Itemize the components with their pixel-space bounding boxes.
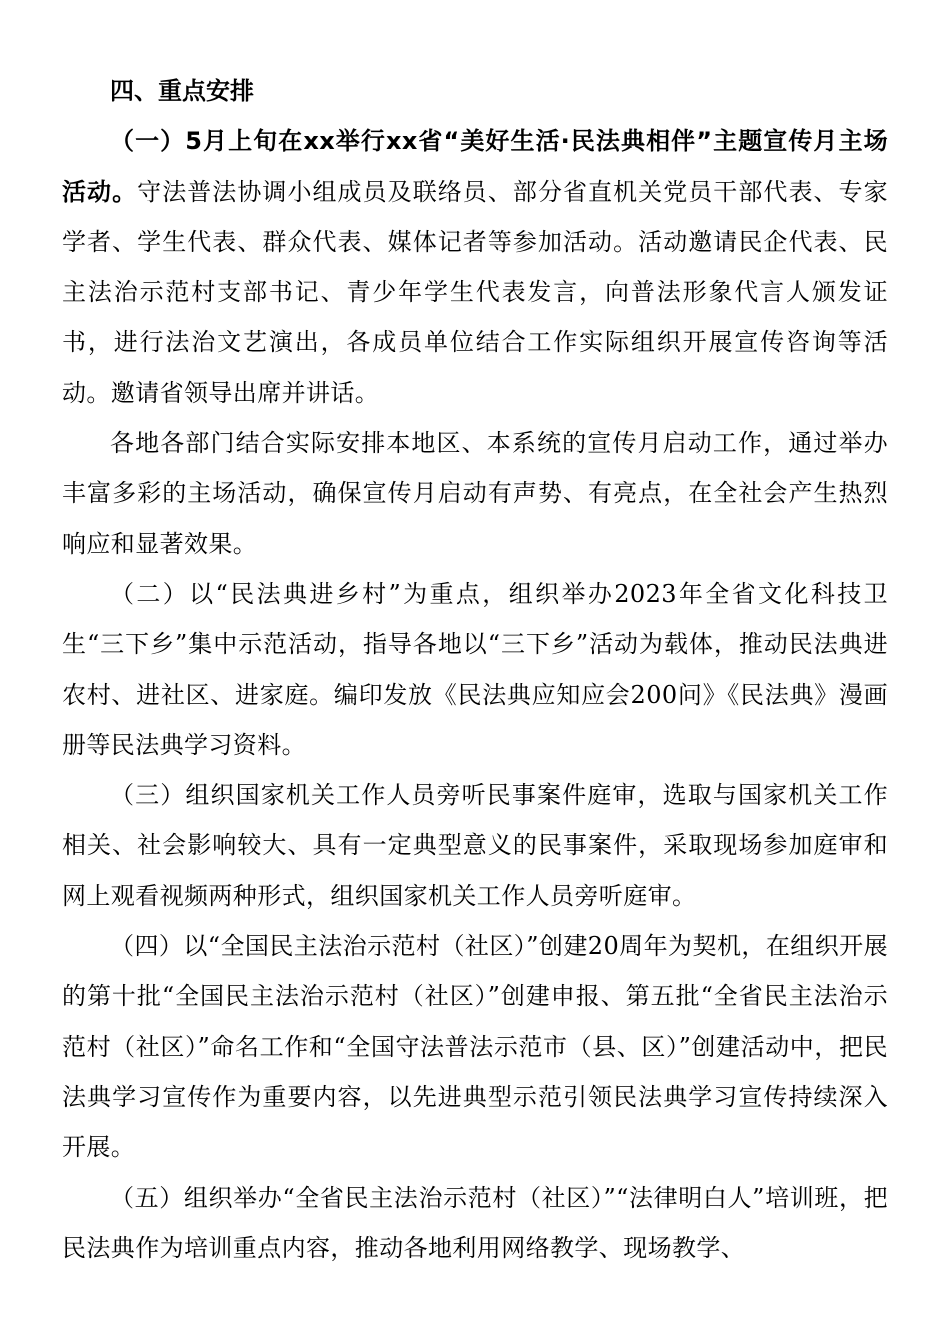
section-heading: 四、重点安排 — [110, 77, 254, 105]
paragraph-3: （二）以“民法典进乡村”为重点，组织举办2023年全省文化科技卫生“三下乡”集中示范活动，指导各地以“三下乡”活动为载体，推动民法典进农村、进社区、进家庭。编印发放《民法典应知应会200问》《民法典》漫画册等民法典学习资料。 — [62, 579, 888, 759]
paragraph-2: 各地各部门结合实际安排本地区、本系统的宣传月启动工作，通过举办丰富多彩的主场活动，确保宣传月启动有声势、有亮点，在全社会产生热烈响应和显著效果。 — [62, 429, 888, 558]
paragraph-1-bold-lead: （一）5月上旬在xx举行xx省“美好生活·民法典相伴”主题宣传月主场活动。 — [62, 127, 888, 206]
paragraph-5: （四）以“全国民主法治示范村（社区）”创建20周年为契机，在组织开展的第十批“全国民主法治示范村（社区）”创建申报、第五批“全省民主法治示范村（社区）”命名工作和“全国守法普法示范市（县、区）”创建活动中，把民法典学习宣传作为重要内容，以先进典型示范引领民法典学习宣传持续深入开展。 — [62, 932, 888, 1162]
paragraph-6: （五）组织举办“全省民主法治示范村（社区）”“法律明白人”培训班，把民法典作为培训重点内容，推动各地利用网络教学、现场教学、 — [62, 1183, 888, 1262]
paragraph-4: （三）组织国家机关工作人员旁听民事案件庭审，选取与国家机关工作相关、社会影响较大、具有一定典型意义的民事案件，采取现场参加庭审和网上观看视频两种形式，组织国家机关工作人员旁听庭审。 — [62, 781, 888, 910]
paragraph-1 — [62, 116, 888, 418]
paragraph-1-text: 守法普法协调小组成员及联络员、部分省直机关党员干部代表、专家学者、学生代表、群众代表、媒体记者等参加活动。活动邀请民企代表、民主法治示范村支部书记、青少年学生代表发言，向普法形象代言人颁发证书，进行法治文艺演出，各成员单位结合工作实际组织开展宣传咨询等活动。邀请省领导出席并讲话。 — [62, 177, 889, 407]
